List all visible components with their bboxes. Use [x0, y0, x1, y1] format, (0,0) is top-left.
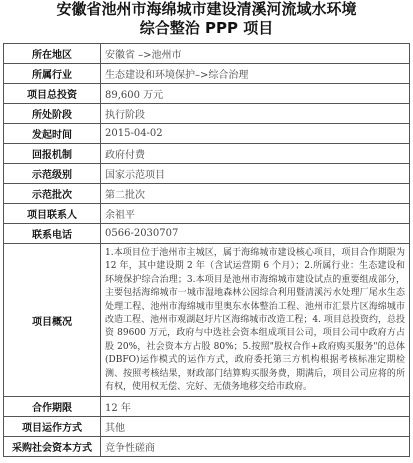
row-label: 项目运作方式 [4, 417, 101, 437]
row-value: 余祖平 [101, 204, 410, 224]
row-value: 89,600 万元 [101, 84, 410, 104]
table-row [4, 417, 410, 437]
row-value: 0566-2030707 [101, 224, 410, 244]
row-value: 其他 [101, 417, 410, 437]
row-label: 所处阶段 [4, 104, 101, 124]
row-label: 采购社会资本方式 [4, 437, 101, 457]
table-row [4, 437, 410, 457]
row-label: 项目联系人 [4, 204, 101, 224]
row-label: 示范批次 [4, 184, 101, 204]
row-value: 政府付费 [101, 144, 410, 164]
row-label: 发起时间 [4, 124, 101, 144]
table-row-overview [4, 244, 410, 397]
table-row [4, 224, 410, 244]
table-row [4, 397, 410, 417]
row-value: 2015-04-02 [101, 124, 410, 144]
row-label: 所在地区 [4, 44, 101, 64]
table-row [4, 144, 410, 164]
table-row [4, 184, 410, 204]
row-value: 竞争性磋商 [101, 437, 410, 457]
title-line-1: 安徽省池州市海绵城市建设清溪河流域水环境 [56, 0, 357, 18]
table-row [4, 104, 410, 124]
row-label: 项目总投资 [4, 84, 101, 104]
title-line-2: 综合整治 PPP 项目 [139, 19, 274, 37]
table-row [4, 204, 410, 224]
overview-label: 项目概况 [4, 244, 101, 397]
page-title [0, 0, 413, 42]
row-value: 第二批次 [101, 184, 410, 204]
table-row [4, 64, 410, 84]
row-label: 所属行业 [4, 64, 101, 84]
table-row [4, 44, 410, 64]
table-row [4, 84, 410, 104]
project-info-table [3, 43, 410, 457]
row-value: 执行阶段 [101, 104, 410, 124]
row-label: 回报机制 [4, 144, 101, 164]
row-value: 12 年 [101, 397, 410, 417]
table-row [4, 164, 410, 184]
row-label: 示范级别 [4, 164, 101, 184]
overview-text: 1.本项目位于池州市主城区，属于海绵城市建设核心项目，项目合作期限为 12 年，其中建设期 2 年（含试运营期 6 个月）；2.所属行业：生态建设和环境保护综合治理；3.本项目是池州市海绵城市建设试点的重要组成部分，主要包括海绵城市一城市湿地森林公园综合利用暨清溪污水处理厂尾水生态处理工程、池州市海绵城市里奥东水体整治工程、池州市汇景片区海绵城市改造工程、池州市观湖赵圩片区海绵城市改造工程；4. 项目总投资约，总投资 89600 万元，政府与中选社会资本组成项目公司，项目公司中政府方占股 20%，社会资本方占股 80%；5.按照"股权合作+政府购买服务"的总体(DBFO)运作模式的运作方式，政府委托第三方机构根据考核标准定期检测、按照考核结果，财政部门结算购买服务费，期满后，项目公司应将的所有权，使用权无偿、完好、无债务地移交给市政府。 [101, 244, 410, 397]
row-label: 合作期限 [4, 397, 101, 417]
table-row [4, 124, 410, 144]
row-value: 安徽省 –>池州市 [101, 44, 410, 64]
row-value: 生态建设和环境保护–>综合治理 [101, 64, 410, 84]
row-label: 联系电话 [4, 224, 101, 244]
row-value: 国家示范项目 [101, 164, 410, 184]
